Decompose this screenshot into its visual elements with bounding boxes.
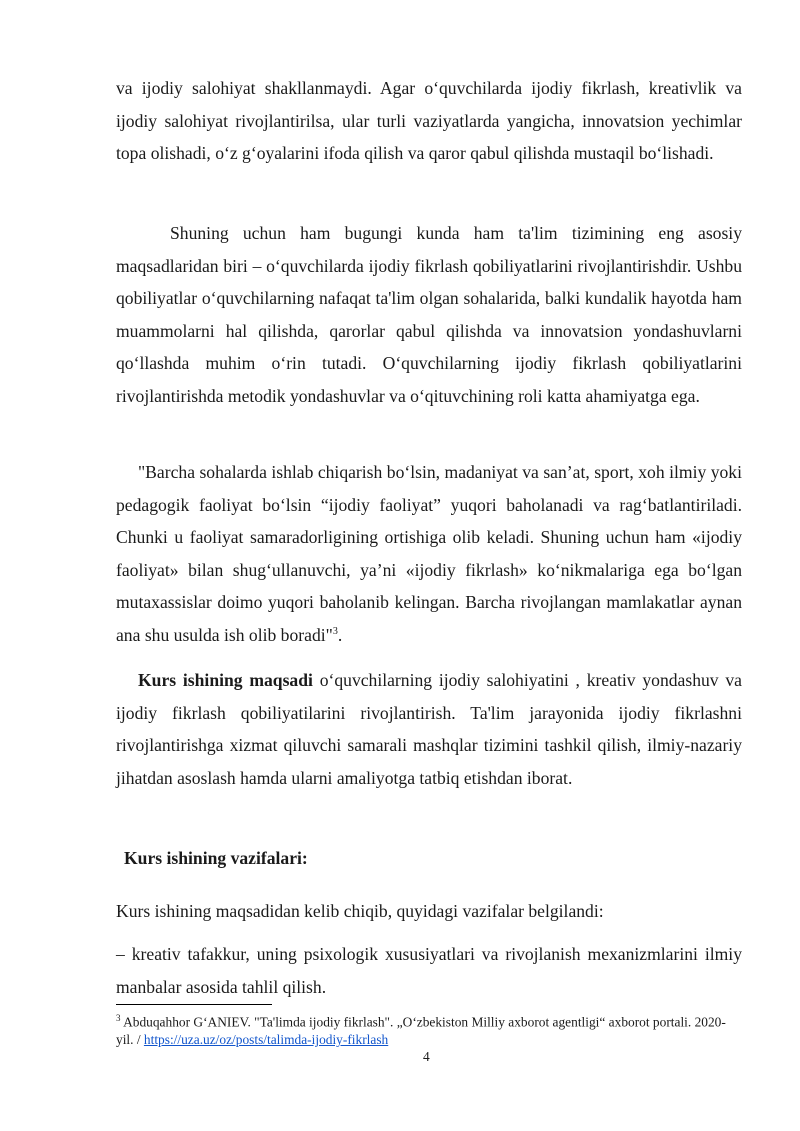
intro-line: Kurs ishining maqsadidan kelib chiqib, quyidagi vazifalar belgilandi: [116, 901, 604, 921]
goal-label: Kurs ishining maqsadi [138, 670, 313, 690]
paragraph-2: Shuning uchun ham bugungi kunda ham ta'lim tizimining eng asosiy maqsadlaridan biri – o‘quvchilarda ijodiy fikrlash qobiliyatlarini rivojlantirishdir. Ushbu qobiliyatlar o‘quvchilarning nafaqat ta'lim olgan sohalarida, balki kundalik hayotda ham muammolarni hal qilishda, qarorlar qabul qilishda va innovatsion yondashuvlarni qo‘llashda muhim o‘rin tutadi. O‘quvchilarning ijodiy fikrlash qobiliyatlarini rivojlantirishda metodik yondashuvlar va o‘qituvchining roli katta ahamiyatga ega. [116, 223, 742, 406]
paragraph-4-text: o‘quvchilarning ijodiy salohiyatini , kreativ yondashuv va ijodiy fikrlash qobiliyatilarini rivojlantirish. Ta'lim jarayonida ijodiy fikrlashni rivojlantirishga xizmat qiluvchi samarali mashqlar tizimini tashkil qilish, ilmiy-nazariy jihatdan asoslash hamda ularni amaliyotga tatbiq etishdan iborat. [116, 670, 742, 788]
paragraph-3 [116, 456, 742, 651]
page-number: 4 [423, 1049, 430, 1064]
footnote-divider [116, 1004, 272, 1005]
paragraph-3-text: "Barcha sohalarda ishlab chiqarish bo‘lsin, madaniyat va san’at, sport, xoh ilmiy yoki pedagogik faoliyat bo‘lsin “ijodiy faoliyat” yuqori baholanadi va rag‘batlantiriladi. Chunki u faoliyat samaradorligining ortishiga olib keladi. Shuning uchun ham «ijodiy faoliyat» bilan shug‘ullanuvchi, ya’ni «ijodiy fikrlash» ko‘nikmalariga ega bo‘lgan mutaxassislar doimo yuqori baholanib kelingan. Barcha rivojlangan mamlakatlar aynan ana shu usulda ish olib boradi" [116, 462, 742, 645]
footnote-link[interactable]: https://uza.uz/oz/posts/talimda-ijodiy-fikrlash [143, 1032, 389, 1048]
footnote [116, 1009, 726, 1049]
list-item: – kreativ tafakkur, uning psixologik xususiyatlari va rivojlanish mexanizmlarini ilmiy manbalar asosida tahlil qilish. [116, 944, 742, 997]
paragraph-1: va ijodiy salohiyat shakllanmaydi. Agar o‘quvchilarda ijodiy fikrlash, kreativlik va ijodiy salohiyat rivojlantirilsa, ular turli vaziyatlarda yangicha, innovatsion yechimlar topa olishadi, o‘z g‘oyalarini ifoda qilish va qaror qabul qilishda mustaqil bo‘lishadi. [116, 78, 742, 163]
paragraph-3-end: . [337, 624, 343, 645]
section-heading: Kurs ishining vazifalari: [124, 848, 308, 868]
footnote-text: Abduqahhor G‘ANIEV. "Ta'limda ijodiy fikrlash". „O‘zbekiston Milliy axborot agentligi“ axborot portali. 2020-yil. / [116, 1014, 726, 1048]
paragraph-4 [116, 664, 742, 794]
footnote-reference[interactable]: 3 [332, 625, 338, 637]
footnote-number: 3 [116, 1013, 121, 1023]
